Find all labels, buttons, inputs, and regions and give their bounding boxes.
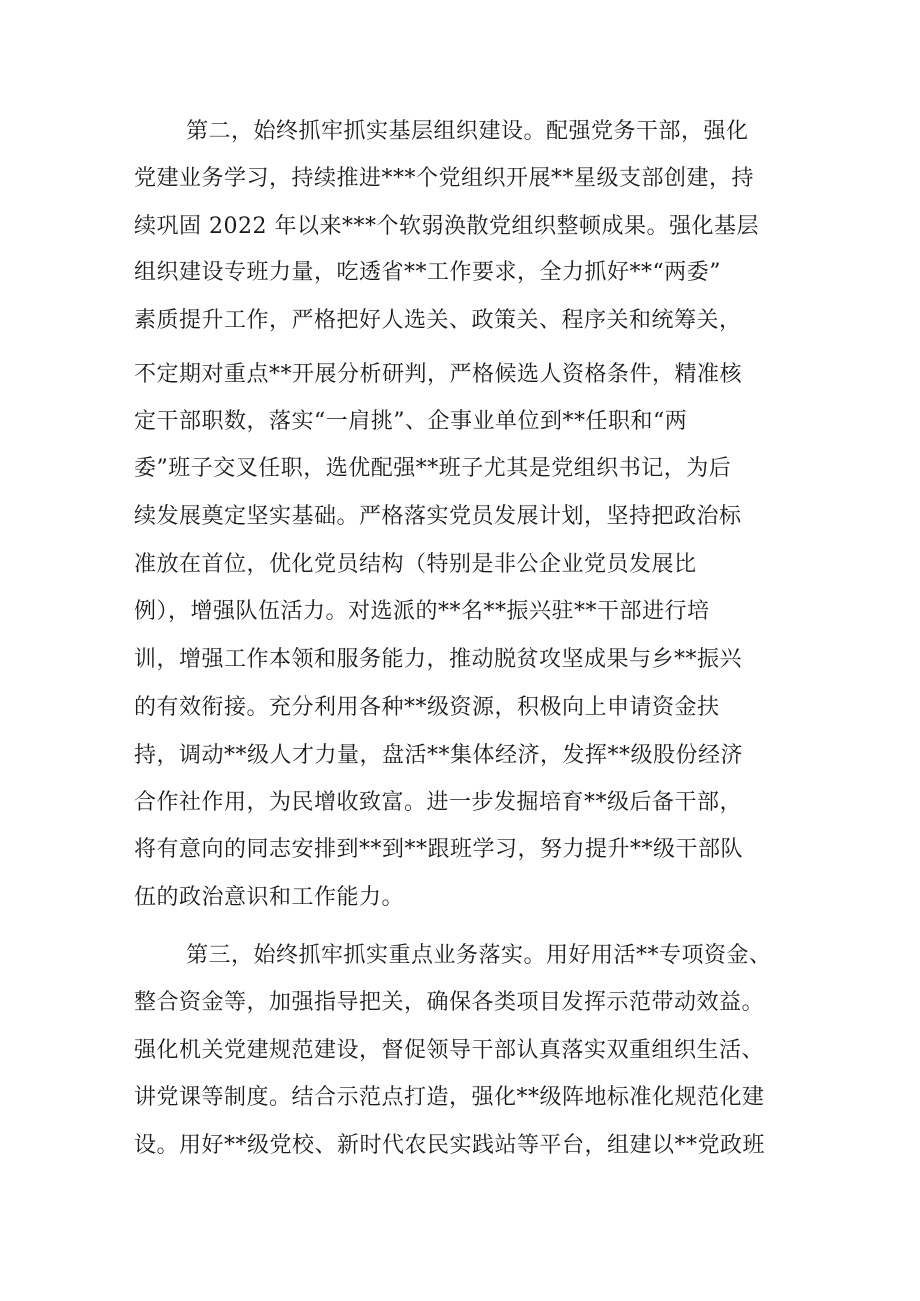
text-line: 定干部职数，落实“一肩挑”、企事业单位到**任职和“两 xyxy=(134,409,688,434)
text-line: 持，调动**级人才力量，盘活**集体经济，发挥**级股份经济 xyxy=(134,743,744,768)
text-line: 例），增强队伍活力。对选派的**名**振兴驻**干部进行培 xyxy=(134,599,710,624)
text-line: 讲党课等制度。结合示范点打造，强化**级阵地标准化规范化建 xyxy=(134,1085,765,1110)
text-line: 合作社作用，为民增收致富。进一步发掘培育**级后备干部， xyxy=(134,790,743,815)
text-line: 组织建设专班力量，吃透省**工作要求，全力抓好**“两委” xyxy=(134,260,721,285)
text-line: 不定期对重点**开展分析研判，严格候选人资格条件，精准核 xyxy=(134,362,743,387)
text-line: 委”班子交叉任职，选优配强**班子尤其是党组织书记，为后 xyxy=(134,456,732,481)
text-line: 伍的政治意识和工作能力。 xyxy=(134,885,405,910)
text-line: 设。用好**级党校、新时代农民实践站等平台，组建以**党政班 xyxy=(134,1133,766,1158)
text-line: 党建业务学习，持续推进***个党组织开展**星级支部创建，持 xyxy=(134,166,755,191)
text-line: 将有意向的同志安排到**到**跟班学习，努力提升**级干部队 xyxy=(134,837,744,862)
text-line: 准放在首位，优化党员结构（特别是非公企业党员发展比 xyxy=(134,552,697,577)
text-line: 素质提升工作，严格把好人选关、政策关、程序关和统筹关， xyxy=(134,308,742,333)
text-line: 第三，始终抓牢抓实重点业务落实。用好用活**专项资金、 xyxy=(186,943,772,968)
text-line: 的有效衔接。充分利用各种**级资源，积极向上申请资金扶 xyxy=(134,695,720,720)
text-line: 强化机关党建规范建设，督促领导干部认真落实双重组织生活、 xyxy=(134,1038,765,1063)
text-line: 整合资金等，加强指导把关，确保各类项目发挥示范带动效益。 xyxy=(134,990,765,1015)
text-line: 训，增强工作本领和服务能力，推动脱贫攻坚成果与乡**振兴 xyxy=(134,647,743,672)
text-line: 续发展奠定坚实基础。严格落实党员发展计划，坚持把政治标 xyxy=(134,504,742,529)
text-line: 第二，始终抓牢抓实基层组织建设。配强党务干部，强化 xyxy=(186,119,749,144)
text-line: 续巩固 2022 年以来***个软弱涣散党组织整顿成果。强化基层 xyxy=(134,214,759,239)
